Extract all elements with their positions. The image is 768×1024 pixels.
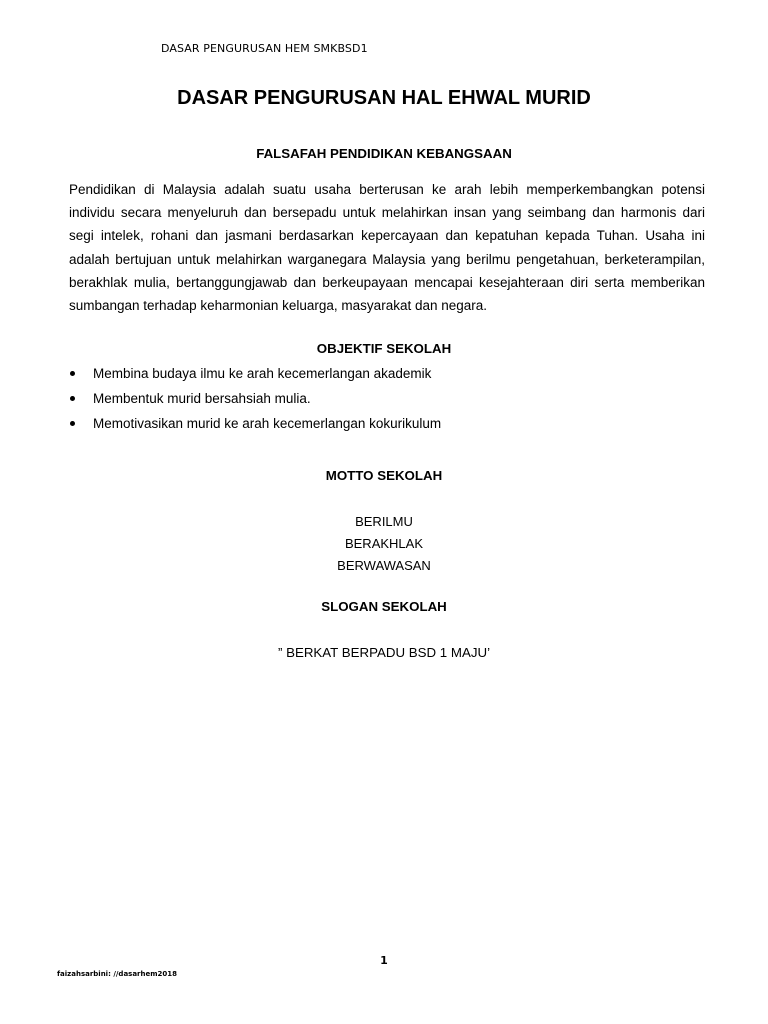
list-item-text: Memotivasikan murid ke arah kecemerlangan kokurikulum — [93, 416, 442, 431]
list-item — [69, 386, 669, 411]
motto-list — [0, 511, 768, 577]
page-number: 1 — [380, 954, 388, 967]
list-item — [69, 361, 669, 386]
footer-note: faizahsarbini: //dasarhem2018 — [57, 970, 178, 978]
falsafah-heading: FALSAFAH PENDIDIKAN KEBANGSAAN — [256, 146, 512, 161]
objektif-heading: OBJEKTIF SEKOLAH — [316, 341, 452, 356]
motto-heading: MOTTO SEKOLAH — [325, 468, 443, 483]
bullet-icon — [70, 371, 75, 376]
motto-line: BERILMU — [355, 514, 413, 529]
motto-line: BERAKHLAK — [344, 536, 424, 551]
bullet-icon — [70, 421, 75, 426]
slogan-text: ” BERKAT BERPADU BSD 1 MAJU’ — [277, 645, 491, 660]
list-item — [69, 411, 669, 436]
list-item-text: Membentuk murid bersahsiah mulia. — [93, 391, 311, 406]
running-header: DASAR PENGURUSAN HEM SMKBSD1 — [161, 42, 368, 55]
slogan-heading: SLOGAN SEKOLAH — [321, 599, 447, 614]
list-item-text: Membina budaya ilmu ke arah kecemerlangan akademik — [93, 366, 432, 381]
document-title: DASAR PENGURUSAN HAL EHWAL MURID — [177, 87, 591, 109]
motto-line: BERWAWASAN — [337, 558, 431, 573]
bullet-icon — [70, 396, 75, 401]
objektif-list — [69, 361, 669, 436]
falsafah-paragraph: Pendidikan di Malaysia adalah suatu usaha berterusan ke arah lebih memperkembangkan potensi individu secara menyeluruh dan bersepadu untuk melahirkan insan yang seimbang dan harmonis dari segi intelek, rohani dan jasmani berdasarkan kepercayaan dan kepatuhan kepada Tuhan. Usaha ini adalah bertujuan untuk melahirkan warganegara Malaysia yang berilmu pengetahuan, berketerampilan, berakhlak mulia, bertanggungjawab dan berkeupayaan mencapai kesejahteraan diri serta memberikan sumbangan terhadap keharmonian keluarga, masyarakat dan negara. — [69, 182, 705, 314]
